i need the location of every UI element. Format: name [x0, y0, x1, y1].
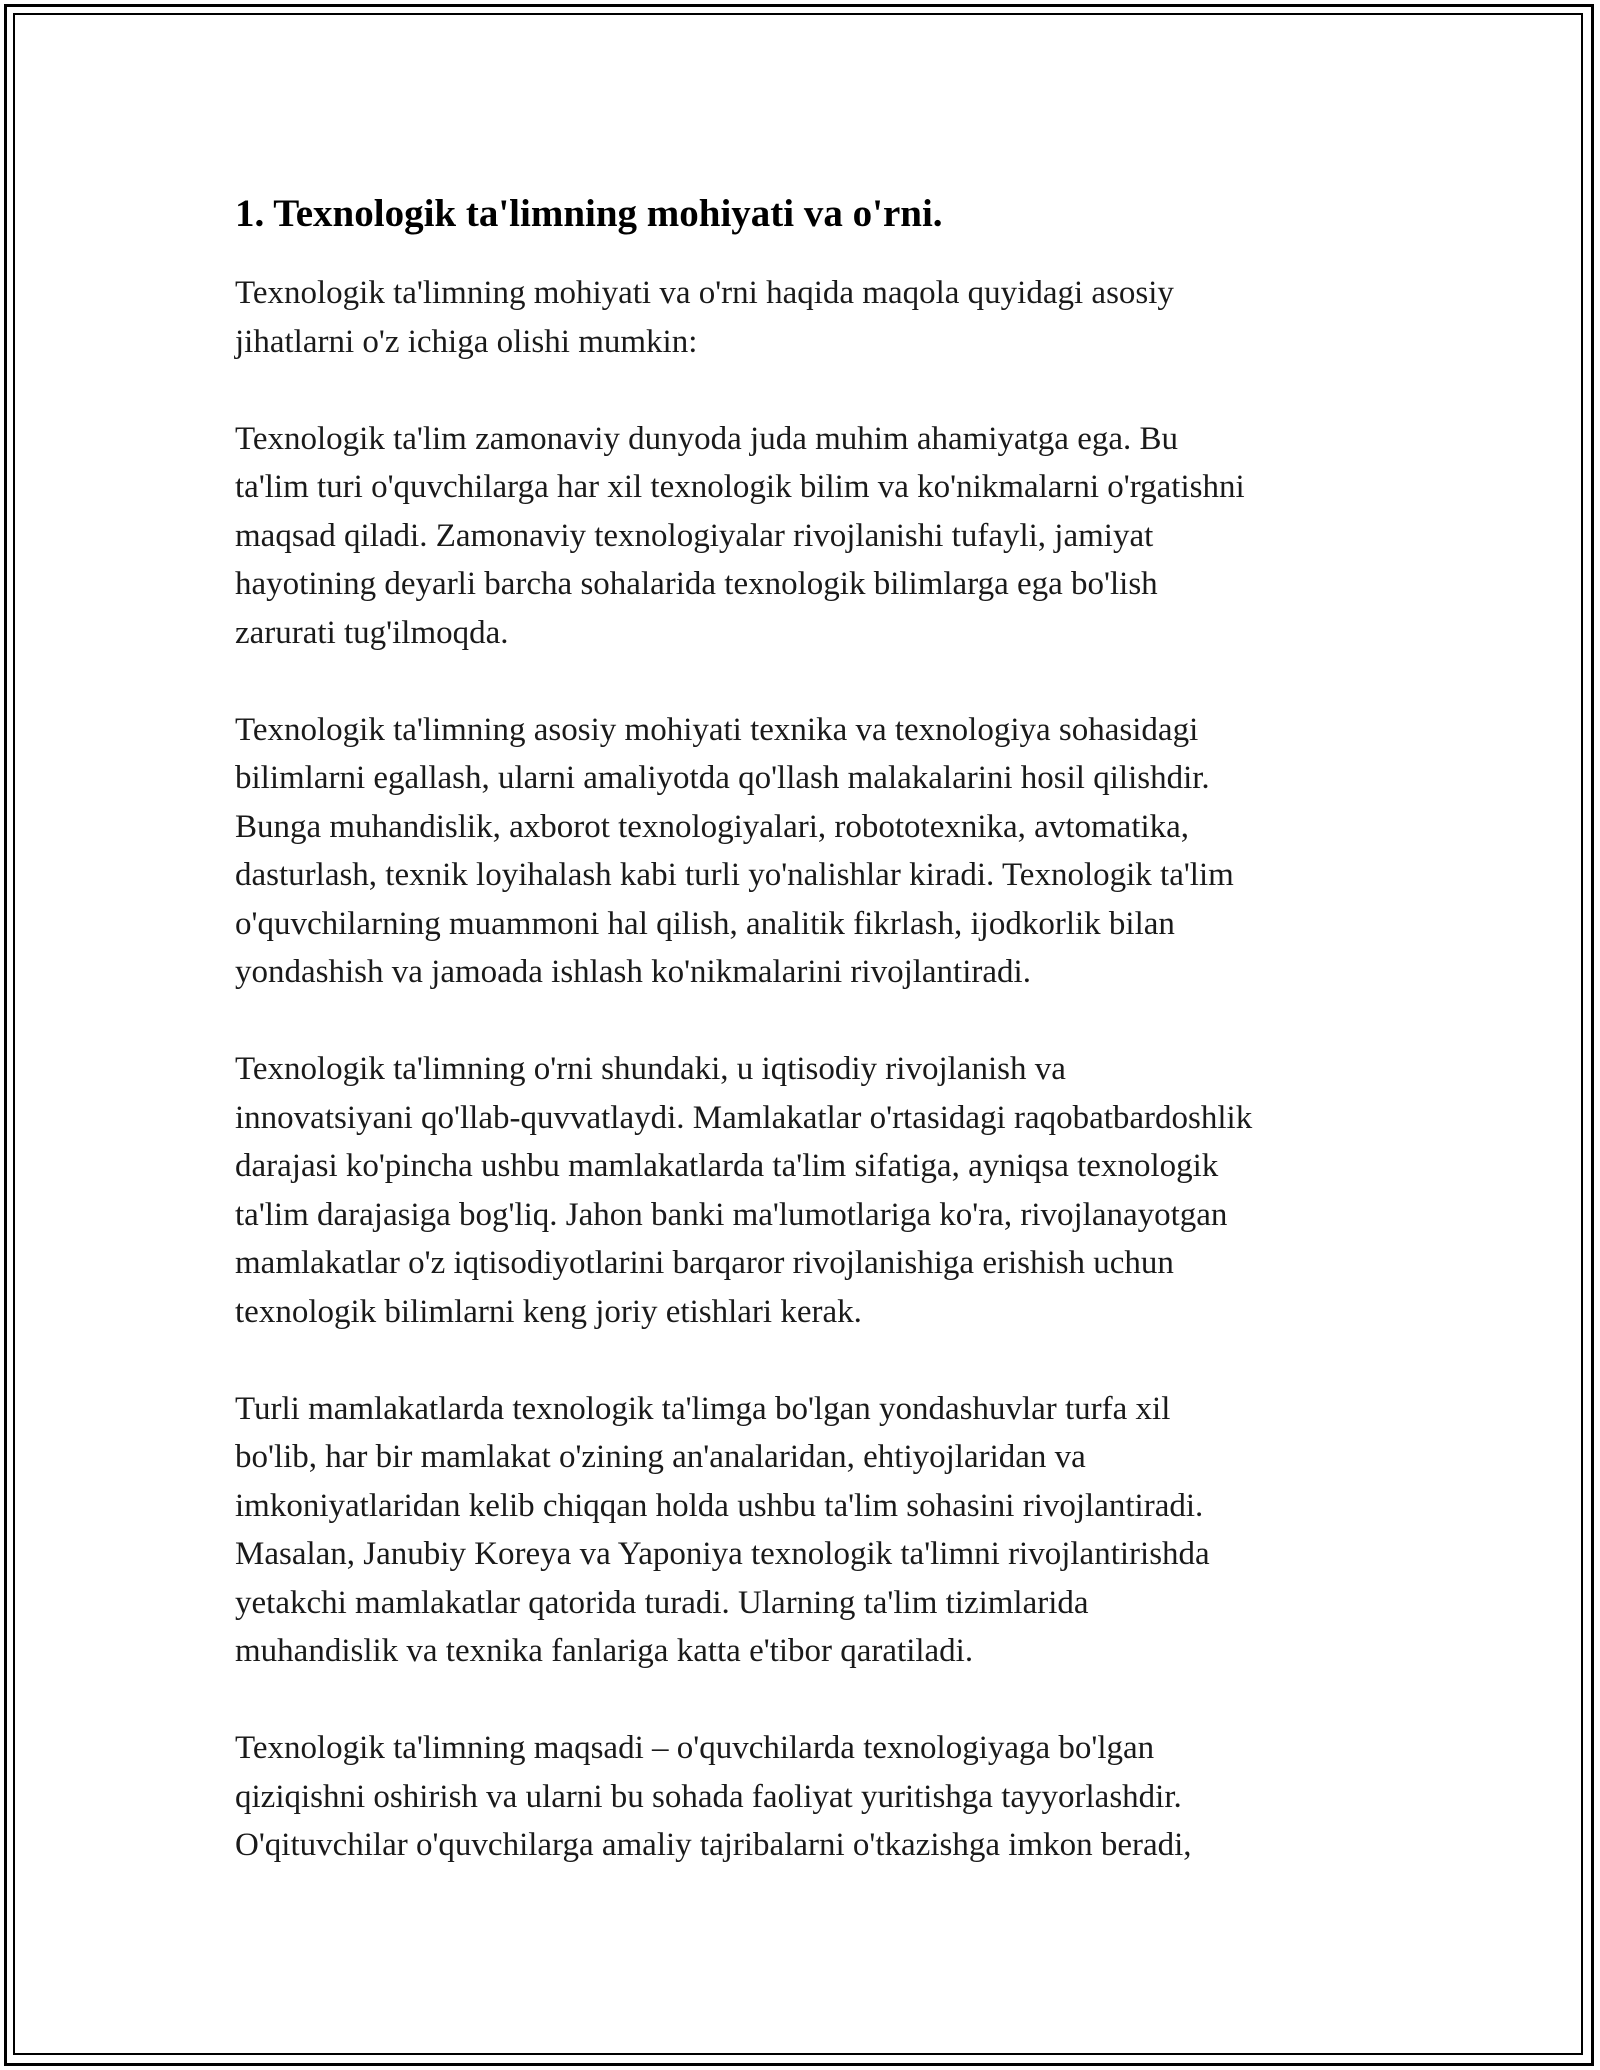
text-line: Texnologik ta'limning maqsadi – o'quvchilarda texnologiyaga bo'lgan: [235, 1730, 1155, 1766]
text-line: O'qituvchilar o'quvchilarga amaliy tajribalarni o'tkazishga imkon beradi,: [235, 1827, 1192, 1863]
document-body: [235, 185, 1395, 1918]
text-line: yetakchi mamlakatlar qatorida turadi. Ularning ta'lim tizimlarida: [235, 1584, 1089, 1621]
text-line: innovatsiyani qo'llab-quvvatlaydi. Mamlakatlar o'rtasidagi raqobatbardoshlik: [235, 1099, 1253, 1136]
text-line: Texnologik ta'limning mohiyati va o'rni haqida maqola quyidagi asosiy: [235, 275, 1174, 311]
text-line: Turli mamlakatlarda texnologik ta'limga bo'lgan yondashuvlar turfa xil: [235, 1390, 1171, 1427]
text-line: jihatlarni o'z ichiga olishi mumkin:: [235, 323, 698, 360]
text-line: zarurati tug'ilmoqda.: [235, 614, 509, 651]
text-line: bilimlarni egallash, ularni amaliyotda qo'llash malakalarini hosil qilishdir.: [235, 760, 1210, 796]
text-line: texnologik bilimlarni keng joriy etishlari kerak.: [235, 1293, 862, 1330]
document-heading: 1. Texnologik ta'limning mohiyati va o'rni.: [235, 192, 943, 235]
paragraph: [235, 706, 1395, 997]
text-line: mamlakatlar o'z iqtisodiyotlarini barqaror rivojlanishiga erishish uchun: [235, 1245, 1174, 1281]
text-line: dasturlash, texnik loyihalash kabi turli yo'nalishlar kiradi. Texnologik ta'lim: [235, 857, 1234, 893]
text-line: qiziqishni oshirish va ularni bu sohada faoliyat yuritishga tayyorlashdir.: [235, 1778, 1182, 1815]
paragraph: [235, 1385, 1395, 1676]
text-line: ta'lim darajasiga bog'liq. Jahon banki ma'lumotlariga ko'ra, rivojlanayotgan: [235, 1196, 1228, 1233]
text-line: darajasi ko'pincha ushbu mamlakatlarda ta'lim sifatiga, ayniqsa texnologik: [235, 1148, 1219, 1184]
text-line: Masalan, Janubiy Koreya va Yaponiya texnologik ta'limni rivojlantirishda: [235, 1536, 1210, 1572]
text-line: bo'lib, har bir mamlakat o'zining an'analaridan, ehtiyojlaridan va: [235, 1439, 1086, 1475]
text-line: Texnologik ta'lim zamonaviy dunyoda juda muhim ahamiyatga ega. Bu: [235, 420, 1178, 457]
text-line: yondashish va jamoada ishlash ko'nikmalarini rivojlantiradi.: [235, 954, 1031, 990]
text-line: maqsad qiladi. Zamonaviy texnologiyalar rivojlanishi tufayli, jamiyat: [235, 517, 1154, 554]
text-line: Texnologik ta'limning o'rni shundaki, u iqtisodiy rivojlanish va: [235, 1051, 1066, 1087]
text-line: Texnologik ta'limning asosiy mohiyati texnika va texnologiya sohasidagi: [235, 711, 1199, 748]
text-line: hayotining deyarli barcha sohalarida texnologik bilimlarga ega bo'lish: [235, 566, 1158, 602]
text-line: ta'lim turi o'quvchilarga har xil texnologik bilim va ko'nikmalarni o'rgatishni: [235, 469, 1245, 505]
text-line: o'quvchilarning muammoni hal qilish, analitik fikrlash, ijodkorlik bilan: [235, 905, 1175, 942]
paragraph: [235, 415, 1395, 658]
paragraph: [235, 269, 1395, 366]
text-line: Bunga muhandislik, axborot texnologiyalari, robototexnika, avtomatika,: [235, 808, 1190, 845]
text-line: muhandislik va texnika fanlariga katta e'tibor qaratiladi.: [235, 1633, 974, 1669]
paragraph: [235, 1045, 1395, 1336]
paragraph: [235, 1724, 1395, 1870]
text-line: imkoniyatlaridan kelib chiqqan holda ushbu ta'lim sohasini rivojlantiradi.: [235, 1487, 1204, 1524]
